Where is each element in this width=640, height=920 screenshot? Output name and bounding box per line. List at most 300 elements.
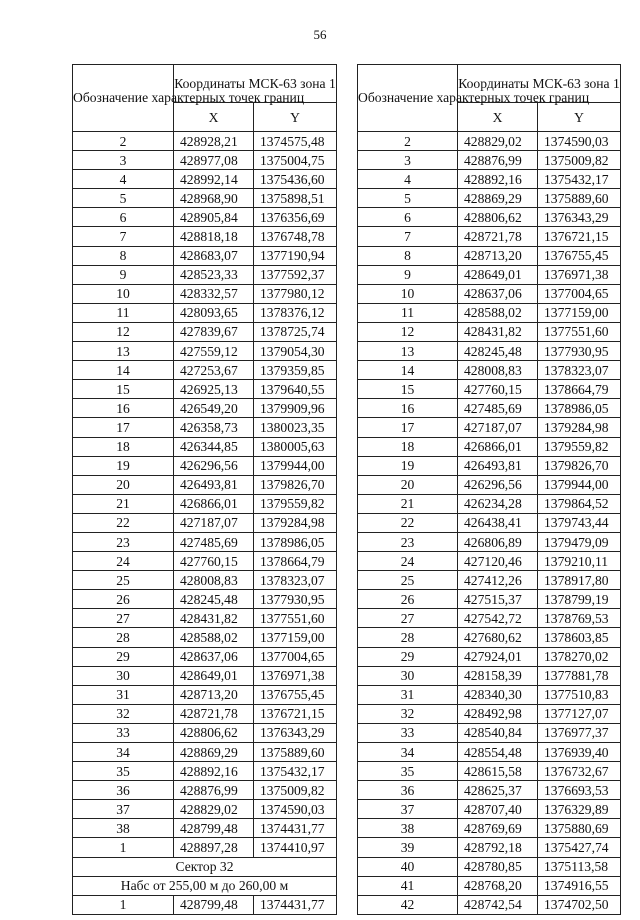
x-value: 426806,89 [458, 532, 538, 551]
table-row [358, 342, 621, 361]
x-value: 426438,41 [458, 513, 538, 532]
table-row [358, 609, 621, 628]
y-value: 1375113,58 [538, 857, 621, 876]
table-row [358, 208, 621, 227]
y-value: 1378799,19 [538, 590, 621, 609]
x-value: 428540,84 [458, 723, 538, 742]
x-value: 428637,06 [458, 284, 538, 303]
point-number: 29 [358, 647, 458, 666]
point-number: 10 [73, 284, 174, 303]
y-value: 1379826,70 [254, 475, 337, 494]
x-value: 428649,01 [174, 666, 254, 685]
x-value: 428876,99 [458, 151, 538, 170]
point-number: 22 [358, 513, 458, 532]
point-number: 3 [358, 151, 458, 170]
y-value: 1377127,07 [538, 704, 621, 723]
table-row [358, 685, 621, 704]
table-row [358, 552, 621, 571]
point-number: 20 [73, 475, 174, 494]
y-value: 1377004,65 [254, 647, 337, 666]
y-value: 1374431,77 [254, 895, 337, 914]
x-value: 427559,12 [174, 342, 254, 361]
x-value: 428588,02 [458, 303, 538, 322]
y-value: 1374431,77 [254, 819, 337, 838]
table-row [73, 303, 337, 322]
y-value: 1378323,07 [538, 361, 621, 380]
table-row [358, 532, 621, 551]
x-value: 428892,16 [458, 170, 538, 189]
point-number: 23 [358, 532, 458, 551]
x-value: 428769,69 [458, 819, 538, 838]
y-value: 1376732,67 [538, 762, 621, 781]
point-number: 7 [73, 227, 174, 246]
y-value: 1374590,03 [538, 132, 621, 151]
table-row [358, 322, 621, 341]
point-number: 21 [358, 494, 458, 513]
x-value: 428721,78 [458, 227, 538, 246]
x-value: 428683,07 [174, 246, 254, 265]
x-value: 428492,98 [458, 704, 538, 723]
table-row [358, 800, 621, 819]
point-number: 15 [73, 380, 174, 399]
table-row [73, 685, 337, 704]
y-value: 1375889,60 [538, 189, 621, 208]
y-value: 1376721,15 [254, 704, 337, 723]
y-value: 1378270,02 [538, 647, 621, 666]
table-row [73, 838, 337, 857]
table-row [73, 571, 337, 590]
x-value: 428625,37 [458, 781, 538, 800]
x-value: 428713,20 [458, 246, 538, 265]
x-value: 426296,56 [174, 456, 254, 475]
table-row [73, 265, 337, 284]
y-value: 1378986,05 [254, 532, 337, 551]
x-value: 428876,99 [174, 781, 254, 800]
x-value: 428332,57 [174, 284, 254, 303]
y-value: 1376971,38 [538, 265, 621, 284]
point-number: 34 [358, 743, 458, 762]
x-value: 428869,29 [174, 743, 254, 762]
point-number: 6 [358, 208, 458, 227]
y-value: 1379640,55 [254, 380, 337, 399]
sector-title: Сектор 32 [73, 857, 337, 876]
y-value: 1378725,74 [254, 322, 337, 341]
point-number: 31 [73, 685, 174, 704]
x-value: 428928,21 [174, 132, 254, 151]
y-value: 1379826,70 [538, 456, 621, 475]
table-row [73, 342, 337, 361]
point-number: 15 [358, 380, 458, 399]
y-value: 1377930,95 [538, 342, 621, 361]
point-number: 33 [358, 723, 458, 742]
y-value: 1377159,00 [538, 303, 621, 322]
table-row [73, 762, 337, 781]
y-value: 1379743,44 [538, 513, 621, 532]
point-number: 14 [73, 361, 174, 380]
x-value: 428431,82 [174, 609, 254, 628]
x-value: 428905,84 [174, 208, 254, 227]
y-value: 1378986,05 [538, 399, 621, 418]
y-value: 1379284,98 [254, 513, 337, 532]
point-number: 2 [73, 132, 174, 151]
table-row [358, 437, 621, 456]
point-number: 30 [73, 666, 174, 685]
table-row [358, 666, 621, 685]
y-value: 1379284,98 [538, 418, 621, 437]
point-number: 18 [73, 437, 174, 456]
table-row [358, 704, 621, 723]
table-row [73, 227, 337, 246]
point-number: 9 [73, 265, 174, 284]
point-number: 4 [358, 170, 458, 189]
y-value: 1375898,51 [254, 189, 337, 208]
y-value: 1378664,79 [538, 380, 621, 399]
table-row [73, 666, 337, 685]
point-number: 28 [358, 628, 458, 647]
table-row [358, 647, 621, 666]
y-value: 1378917,80 [538, 571, 621, 590]
table-row [358, 475, 621, 494]
point-number: 26 [73, 590, 174, 609]
x-value: 426549,20 [174, 399, 254, 418]
x-value: 427515,37 [458, 590, 538, 609]
y-value: 1376977,37 [538, 723, 621, 742]
y-value: 1376755,45 [254, 685, 337, 704]
x-value: 428792,18 [458, 838, 538, 857]
x-value: 428245,48 [174, 590, 254, 609]
coordinates-header: Координаты МСК-63 зона 1 [458, 65, 621, 103]
point-number: 16 [358, 399, 458, 418]
table-row [73, 647, 337, 666]
y-value: 1377930,95 [254, 590, 337, 609]
x-value: 427680,62 [458, 628, 538, 647]
x-value: 426866,01 [458, 437, 538, 456]
y-value: 1375009,82 [254, 781, 337, 800]
table-row [73, 628, 337, 647]
table-row [73, 704, 337, 723]
table-row [358, 494, 621, 513]
table-row [358, 361, 621, 380]
y-value: 1378769,53 [538, 609, 621, 628]
coordinates-table-left [72, 64, 337, 915]
x-value: 427187,07 [174, 513, 254, 532]
point-number: 18 [358, 437, 458, 456]
table-row [73, 552, 337, 571]
x-value: 426925,13 [174, 380, 254, 399]
table-row [358, 189, 621, 208]
point-number: 3 [73, 151, 174, 170]
x-value: 428707,40 [458, 800, 538, 819]
point-number: 27 [73, 609, 174, 628]
x-value: 426866,01 [174, 494, 254, 513]
x-value: 428818,18 [174, 227, 254, 246]
x-value: 428158,39 [458, 666, 538, 685]
point-number: 40 [358, 857, 458, 876]
y-value: 1377190,94 [254, 246, 337, 265]
point-number: 34 [73, 743, 174, 762]
y-value: 1375432,17 [254, 762, 337, 781]
x-value: 427253,67 [174, 361, 254, 380]
table-row [358, 876, 621, 895]
point-number: 35 [73, 762, 174, 781]
y-value: 1374590,03 [254, 800, 337, 819]
x-value: 427839,67 [174, 322, 254, 341]
y-value: 1374575,48 [254, 132, 337, 151]
x-value: 428637,06 [174, 647, 254, 666]
point-number: 7 [358, 227, 458, 246]
page-number: 56 [313, 27, 327, 42]
x-value: 428869,29 [458, 189, 538, 208]
point-number: 24 [73, 552, 174, 571]
y-value: 1378664,79 [254, 552, 337, 571]
table-row [358, 838, 621, 857]
y-value: 1376971,38 [254, 666, 337, 685]
point-number: 41 [358, 876, 458, 895]
table-row [73, 170, 337, 189]
y-value: 1375004,75 [254, 151, 337, 170]
y-value: 1374702,50 [538, 895, 621, 914]
y-value: 1378376,12 [254, 303, 337, 322]
point-number: 17 [358, 418, 458, 437]
point-number: 31 [358, 685, 458, 704]
table-row [358, 819, 621, 838]
x-value: 428806,62 [458, 208, 538, 227]
x-value: 428649,01 [458, 265, 538, 284]
x-value: 427485,69 [458, 399, 538, 418]
point-number: 32 [73, 704, 174, 723]
table-row [358, 132, 621, 151]
x-value: 428892,16 [174, 762, 254, 781]
table-row [73, 456, 337, 475]
y-value: 1377881,78 [538, 666, 621, 685]
x-value: 428713,20 [174, 685, 254, 704]
sector-subtitle: Набс от 255,00 м до 260,00 м [73, 876, 337, 895]
point-number: 6 [73, 208, 174, 227]
table-row [358, 227, 621, 246]
point-number: 37 [73, 800, 174, 819]
y-value: 1380005,63 [254, 437, 337, 456]
point-number: 38 [358, 819, 458, 838]
table-row [73, 284, 337, 303]
y-value: 1375009,82 [538, 151, 621, 170]
y-value: 1375436,60 [254, 170, 337, 189]
point-number: 1 [73, 838, 174, 857]
point-number: 36 [73, 781, 174, 800]
table-row [73, 819, 337, 838]
point-number: 28 [73, 628, 174, 647]
x-value: 428768,20 [458, 876, 538, 895]
table-row [73, 609, 337, 628]
table-row [358, 284, 621, 303]
point-number: 20 [358, 475, 458, 494]
y-value: 1374916,55 [538, 876, 621, 895]
designation-header: Обозначение характерных точек границ [358, 65, 458, 132]
point-number: 8 [358, 246, 458, 265]
table-row [73, 475, 337, 494]
table-row [358, 723, 621, 742]
x-value: 428523,33 [174, 265, 254, 284]
x-value: 427485,69 [174, 532, 254, 551]
y-value: 1376329,89 [538, 800, 621, 819]
y-value: 1377510,83 [538, 685, 621, 704]
table-row [73, 723, 337, 742]
table-row [358, 456, 621, 475]
point-number: 42 [358, 895, 458, 914]
y-value: 1376343,29 [254, 723, 337, 742]
table-row [358, 265, 621, 284]
table-row [73, 208, 337, 227]
point-number: 16 [73, 399, 174, 418]
x-value: 428245,48 [458, 342, 538, 361]
x-value: 428780,85 [458, 857, 538, 876]
coordinates-header: Координаты МСК-63 зона 1 [174, 65, 337, 103]
point-number: 17 [73, 418, 174, 437]
y-value: 1379909,96 [254, 399, 337, 418]
table-row [358, 743, 621, 762]
point-number: 13 [358, 342, 458, 361]
y-value: 1377004,65 [538, 284, 621, 303]
point-number: 1 [73, 895, 174, 914]
x-value: 428799,48 [174, 819, 254, 838]
y-value: 1375880,69 [538, 819, 621, 838]
table-row [73, 361, 337, 380]
table-row [358, 246, 621, 265]
table-row [73, 322, 337, 341]
table-row [358, 303, 621, 322]
x-value: 426344,85 [174, 437, 254, 456]
point-number: 12 [358, 322, 458, 341]
y-value: 1376343,29 [538, 208, 621, 227]
designation-header: Обозначение характерных точек границ [73, 65, 174, 132]
x-column-header: X [174, 103, 254, 132]
point-number: 33 [73, 723, 174, 742]
y-value: 1376939,40 [538, 743, 621, 762]
y-value: 1376755,45 [538, 246, 621, 265]
x-value: 428615,58 [458, 762, 538, 781]
x-value: 427187,07 [458, 418, 538, 437]
y-value: 1377551,60 [538, 322, 621, 341]
y-value: 1376748,78 [254, 227, 337, 246]
point-number: 13 [73, 342, 174, 361]
y-value: 1379944,00 [254, 456, 337, 475]
x-value: 428431,82 [458, 322, 538, 341]
table-row [358, 762, 621, 781]
table-row [358, 857, 621, 876]
table-row [73, 399, 337, 418]
x-value: 428588,02 [174, 628, 254, 647]
table-row [73, 590, 337, 609]
point-number: 9 [358, 265, 458, 284]
point-number: 36 [358, 781, 458, 800]
table-row [73, 380, 337, 399]
table-row [358, 380, 621, 399]
x-value: 427542,72 [458, 609, 538, 628]
y-value: 1379559,82 [254, 494, 337, 513]
x-value: 428829,02 [174, 800, 254, 819]
table-row [73, 895, 337, 914]
point-number: 38 [73, 819, 174, 838]
y-value: 1376356,69 [254, 208, 337, 227]
table-row [358, 170, 621, 189]
table-row [73, 132, 337, 151]
table-row [73, 743, 337, 762]
table-row [73, 532, 337, 551]
x-value: 428008,83 [458, 361, 538, 380]
point-number: 39 [358, 838, 458, 857]
point-number: 5 [358, 189, 458, 208]
y-value: 1379479,09 [538, 532, 621, 551]
point-number: 21 [73, 494, 174, 513]
x-value: 428977,08 [174, 151, 254, 170]
y-value: 1379944,00 [538, 475, 621, 494]
x-value: 426493,81 [458, 456, 538, 475]
y-value: 1376693,53 [538, 781, 621, 800]
y-value: 1375432,17 [538, 170, 621, 189]
x-value: 428806,62 [174, 723, 254, 742]
table-row [73, 437, 337, 456]
x-value: 428554,48 [458, 743, 538, 762]
table-row [358, 628, 621, 647]
point-number: 11 [358, 303, 458, 322]
y-value: 1375889,60 [254, 743, 337, 762]
point-number: 29 [73, 647, 174, 666]
table-row [73, 781, 337, 800]
x-value: 427760,15 [458, 380, 538, 399]
table-row [358, 151, 621, 170]
table-row [358, 418, 621, 437]
x-value: 426358,73 [174, 418, 254, 437]
point-number: 8 [73, 246, 174, 265]
x-value: 427120,46 [458, 552, 538, 571]
x-value: 428897,28 [174, 838, 254, 857]
table-row [358, 590, 621, 609]
y-value: 1375427,74 [538, 838, 621, 857]
table-row [358, 513, 621, 532]
table-row [73, 513, 337, 532]
x-value: 428742,54 [458, 895, 538, 914]
y-value: 1376721,15 [538, 227, 621, 246]
x-value: 426296,56 [458, 475, 538, 494]
point-number: 5 [73, 189, 174, 208]
point-number: 35 [358, 762, 458, 781]
point-number: 25 [73, 571, 174, 590]
point-number: 25 [358, 571, 458, 590]
y-value: 1377551,60 [254, 609, 337, 628]
point-number: 14 [358, 361, 458, 380]
table-row [73, 418, 337, 437]
y-value: 1377159,00 [254, 628, 337, 647]
x-value: 428992,14 [174, 170, 254, 189]
y-value: 1379359,85 [254, 361, 337, 380]
y-value: 1378603,85 [538, 628, 621, 647]
y-value: 1379864,52 [538, 494, 621, 513]
y-value: 1378323,07 [254, 571, 337, 590]
y-value: 1379210,11 [538, 552, 621, 571]
x-column-header: X [458, 103, 538, 132]
x-value: 427924,01 [458, 647, 538, 666]
point-number: 22 [73, 513, 174, 532]
point-number: 4 [73, 170, 174, 189]
x-value: 428721,78 [174, 704, 254, 723]
x-value: 428968,90 [174, 189, 254, 208]
x-value: 428829,02 [458, 132, 538, 151]
point-number: 32 [358, 704, 458, 723]
table-row [73, 800, 337, 819]
table-row [358, 571, 621, 590]
y-value: 1379559,82 [538, 437, 621, 456]
y-column-header: Y [538, 103, 621, 132]
y-value: 1377592,37 [254, 265, 337, 284]
